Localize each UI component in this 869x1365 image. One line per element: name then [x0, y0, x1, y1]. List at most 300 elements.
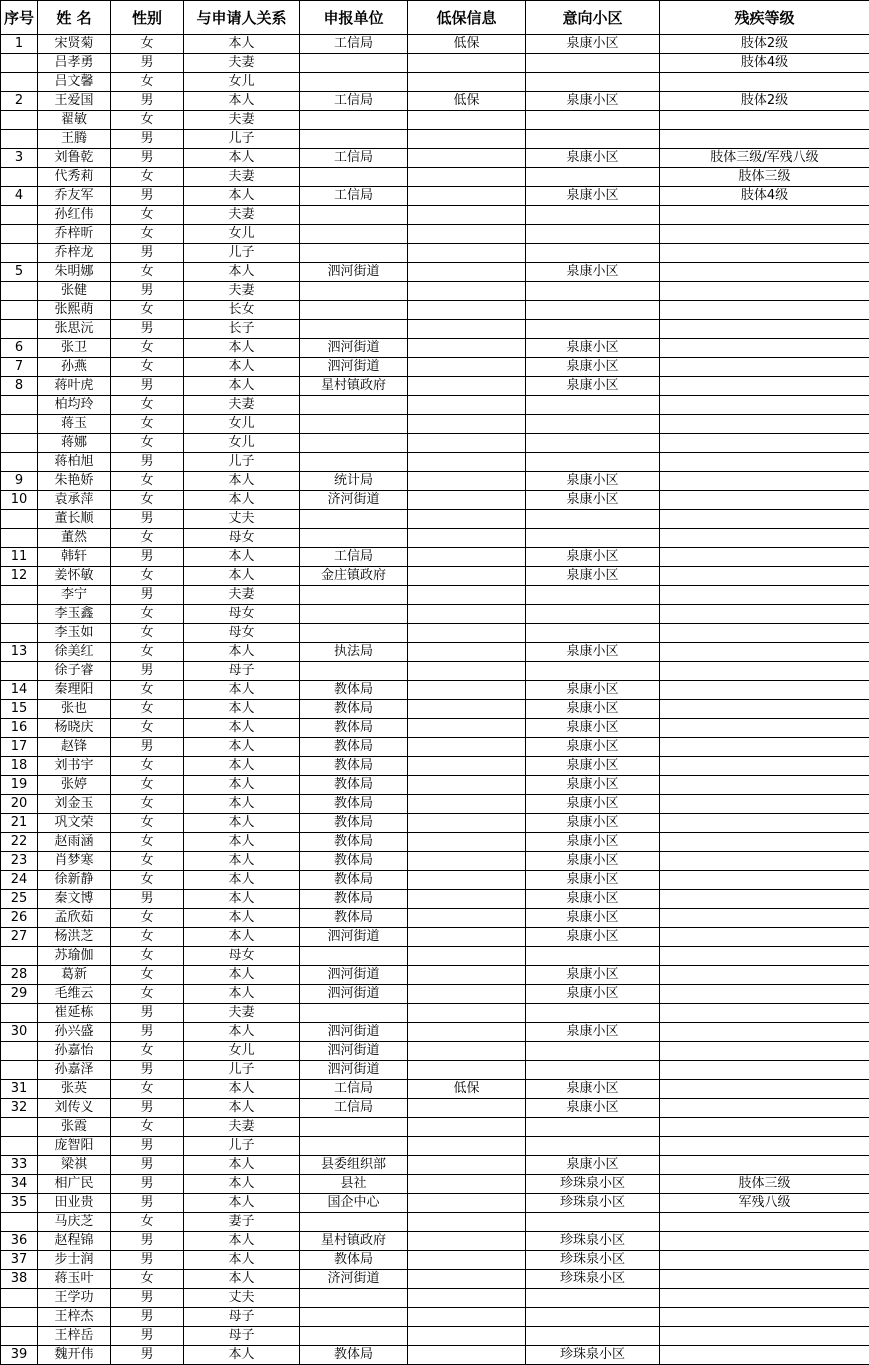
cell-unit: 教体局 [300, 909, 408, 928]
table-row [1, 890, 869, 909]
cell-unit: 星村镇政府 [300, 377, 408, 396]
cell-disability [660, 681, 869, 700]
cell-gender: 男 [111, 1308, 184, 1327]
table-row [1, 1137, 869, 1156]
cell-unit: 教体局 [300, 738, 408, 757]
cell-unit: 工信局 [300, 149, 408, 168]
cell-subsidy [408, 130, 526, 149]
cell-index: 4 [1, 187, 38, 206]
cell-gender: 男 [111, 1327, 184, 1346]
table-row [1, 1327, 869, 1346]
cell-name: 刘金玉 [38, 795, 111, 814]
cell-gender: 男 [111, 54, 184, 73]
cell-gender: 男 [111, 1251, 184, 1270]
cell-gender: 女 [111, 776, 184, 795]
cell-subsidy [408, 1251, 526, 1270]
cell-gender: 男 [111, 377, 184, 396]
table-row [1, 358, 869, 377]
cell-relation: 本人 [184, 358, 300, 377]
cell-disability [660, 320, 869, 339]
cell-community [526, 1213, 660, 1232]
cell-disability [660, 1118, 869, 1137]
cell-subsidy [408, 605, 526, 624]
cell-disability [660, 529, 869, 548]
cell-community: 泉康小区 [526, 548, 660, 567]
cell-relation: 本人 [184, 871, 300, 890]
table-row [1, 1080, 869, 1099]
cell-disability [660, 1346, 869, 1365]
cell-subsidy [408, 586, 526, 605]
cell-community: 珍珠泉小区 [526, 1194, 660, 1213]
cell-gender: 女 [111, 871, 184, 890]
cell-relation: 夫妻 [184, 396, 300, 415]
cell-gender: 男 [111, 1023, 184, 1042]
cell-name: 蒋玉叶 [38, 1270, 111, 1289]
cell-relation: 本人 [184, 1156, 300, 1175]
cell-name: 庞智阳 [38, 1137, 111, 1156]
table-row [1, 54, 869, 73]
cell-subsidy [408, 358, 526, 377]
cell-gender: 男 [111, 1156, 184, 1175]
cell-gender: 女 [111, 1270, 184, 1289]
cell-name: 王爱国 [38, 92, 111, 111]
table-row [1, 339, 869, 358]
cell-index [1, 1213, 38, 1232]
cell-index: 39 [1, 1346, 38, 1365]
cell-unit [300, 111, 408, 130]
header-disability: 残疾等级 [660, 1, 869, 35]
cell-disability [660, 909, 869, 928]
cell-relation: 夫妻 [184, 282, 300, 301]
cell-name: 赵程锦 [38, 1232, 111, 1251]
cell-index: 12 [1, 567, 38, 586]
cell-community [526, 1137, 660, 1156]
cell-community [526, 947, 660, 966]
cell-relation: 本人 [184, 1270, 300, 1289]
table-row [1, 852, 869, 871]
header-gender: 性别 [111, 1, 184, 35]
table-row [1, 681, 869, 700]
cell-disability: 肢体2级 [660, 35, 869, 54]
table-row [1, 1004, 869, 1023]
cell-disability [660, 225, 869, 244]
cell-index [1, 1061, 38, 1080]
cell-index: 9 [1, 472, 38, 491]
cell-name: 徐子睿 [38, 662, 111, 681]
cell-relation: 儿子 [184, 453, 300, 472]
cell-disability [660, 928, 869, 947]
cell-unit: 泗河街道 [300, 985, 408, 1004]
cell-name: 代秀莉 [38, 168, 111, 187]
cell-relation: 本人 [184, 1080, 300, 1099]
cell-subsidy [408, 1118, 526, 1137]
table-row [1, 1023, 869, 1042]
table-row [1, 738, 869, 757]
table-row [1, 491, 869, 510]
cell-subsidy [408, 1156, 526, 1175]
table-row [1, 434, 869, 453]
cell-relation: 夫妻 [184, 1004, 300, 1023]
cell-relation: 妻子 [184, 1213, 300, 1232]
cell-community: 珍珠泉小区 [526, 1251, 660, 1270]
table-row [1, 1289, 869, 1308]
cell-subsidy [408, 1346, 526, 1365]
cell-index [1, 1004, 38, 1023]
cell-gender: 女 [111, 1118, 184, 1137]
table-row [1, 1213, 869, 1232]
header-unit: 申报单位 [300, 1, 408, 35]
cell-community [526, 130, 660, 149]
cell-name: 李玉鑫 [38, 605, 111, 624]
cell-gender: 女 [111, 434, 184, 453]
cell-disability [660, 1251, 869, 1270]
cell-relation: 儿子 [184, 244, 300, 263]
cell-relation: 本人 [184, 548, 300, 567]
table-row [1, 1346, 869, 1365]
cell-subsidy [408, 643, 526, 662]
cell-name: 杨晓庆 [38, 719, 111, 738]
cell-gender: 女 [111, 985, 184, 1004]
cell-subsidy [408, 719, 526, 738]
cell-name: 蒋柏旭 [38, 453, 111, 472]
cell-name: 袁承萍 [38, 491, 111, 510]
cell-community [526, 605, 660, 624]
cell-subsidy [408, 909, 526, 928]
cell-community: 珍珠泉小区 [526, 1270, 660, 1289]
cell-subsidy: 低保 [408, 92, 526, 111]
table-row [1, 415, 869, 434]
cell-community [526, 662, 660, 681]
cell-index: 11 [1, 548, 38, 567]
cell-disability: 军残八级 [660, 1194, 869, 1213]
table-row [1, 320, 869, 339]
cell-gender: 女 [111, 206, 184, 225]
cell-unit: 统计局 [300, 472, 408, 491]
cell-gender: 男 [111, 1232, 184, 1251]
cell-name: 徐美红 [38, 643, 111, 662]
cell-gender: 女 [111, 529, 184, 548]
cell-community: 泉康小区 [526, 1080, 660, 1099]
cell-subsidy [408, 567, 526, 586]
cell-index [1, 206, 38, 225]
cell-disability [660, 1213, 869, 1232]
cell-community [526, 415, 660, 434]
cell-index: 22 [1, 833, 38, 852]
cell-name: 孙红伟 [38, 206, 111, 225]
cell-name: 孟欣茹 [38, 909, 111, 928]
cell-unit: 国企中心 [300, 1194, 408, 1213]
cell-disability: 肢体三级 [660, 168, 869, 187]
cell-relation: 女儿 [184, 1042, 300, 1061]
table-row [1, 757, 869, 776]
cell-community [526, 1042, 660, 1061]
cell-index [1, 586, 38, 605]
cell-index [1, 1118, 38, 1137]
cell-unit [300, 320, 408, 339]
cell-disability: 肢体三级 [660, 1175, 869, 1194]
cell-gender: 男 [111, 738, 184, 757]
cell-name: 张健 [38, 282, 111, 301]
cell-unit [300, 244, 408, 263]
cell-gender: 女 [111, 339, 184, 358]
cell-relation: 本人 [184, 187, 300, 206]
cell-unit: 泗河街道 [300, 1042, 408, 1061]
cell-index: 37 [1, 1251, 38, 1270]
cell-unit: 教体局 [300, 1346, 408, 1365]
cell-unit: 教体局 [300, 795, 408, 814]
cell-relation: 本人 [184, 35, 300, 54]
cell-relation: 本人 [184, 966, 300, 985]
cell-subsidy [408, 206, 526, 225]
cell-name: 姜怀敏 [38, 567, 111, 586]
cell-name: 孙嘉泽 [38, 1061, 111, 1080]
cell-gender: 女 [111, 757, 184, 776]
cell-index: 25 [1, 890, 38, 909]
cell-index: 32 [1, 1099, 38, 1118]
cell-disability [660, 358, 869, 377]
cell-subsidy [408, 1099, 526, 1118]
cell-community: 泉康小区 [526, 1099, 660, 1118]
cell-subsidy [408, 1137, 526, 1156]
cell-community: 泉康小区 [526, 700, 660, 719]
table-row [1, 1194, 869, 1213]
cell-gender: 女 [111, 966, 184, 985]
cell-disability [660, 510, 869, 529]
cell-unit: 泗河街道 [300, 339, 408, 358]
cell-gender: 男 [111, 92, 184, 111]
cell-community: 泉康小区 [526, 643, 660, 662]
cell-disability [660, 1004, 869, 1023]
cell-subsidy [408, 415, 526, 434]
cell-unit [300, 1289, 408, 1308]
cell-relation: 本人 [184, 377, 300, 396]
table-row [1, 833, 869, 852]
cell-unit [300, 1213, 408, 1232]
cell-relation: 本人 [184, 1175, 300, 1194]
cell-subsidy [408, 510, 526, 529]
cell-unit: 教体局 [300, 814, 408, 833]
cell-disability: 肢体4级 [660, 187, 869, 206]
cell-unit: 教体局 [300, 700, 408, 719]
cell-disability [660, 434, 869, 453]
cell-relation: 女儿 [184, 415, 300, 434]
cell-index [1, 529, 38, 548]
cell-index: 13 [1, 643, 38, 662]
cell-name: 张卫 [38, 339, 111, 358]
cell-index: 30 [1, 1023, 38, 1042]
cell-community: 泉康小区 [526, 871, 660, 890]
cell-gender: 女 [111, 415, 184, 434]
cell-gender: 女 [111, 491, 184, 510]
cell-index: 16 [1, 719, 38, 738]
table-row [1, 453, 869, 472]
cell-name: 秦文博 [38, 890, 111, 909]
cell-disability [660, 130, 869, 149]
cell-unit: 工信局 [300, 1099, 408, 1118]
cell-disability [660, 814, 869, 833]
table-row [1, 700, 869, 719]
cell-disability [660, 662, 869, 681]
cell-relation: 儿子 [184, 130, 300, 149]
cell-subsidy [408, 1042, 526, 1061]
table-row [1, 662, 869, 681]
cell-name: 孙兴盛 [38, 1023, 111, 1042]
cell-subsidy: 低保 [408, 1080, 526, 1099]
cell-index: 35 [1, 1194, 38, 1213]
cell-index [1, 244, 38, 263]
cell-name: 王腾 [38, 130, 111, 149]
cell-index [1, 1289, 38, 1308]
cell-name: 秦理阳 [38, 681, 111, 700]
cell-index: 27 [1, 928, 38, 947]
cell-relation: 母子 [184, 662, 300, 681]
cell-name: 田业贵 [38, 1194, 111, 1213]
header-relation: 与申请人关系 [184, 1, 300, 35]
cell-community [526, 54, 660, 73]
cell-gender: 女 [111, 852, 184, 871]
cell-name: 王梓杰 [38, 1308, 111, 1327]
cell-disability: 肢体4级 [660, 54, 869, 73]
cell-unit [300, 130, 408, 149]
cell-index [1, 282, 38, 301]
cell-unit [300, 73, 408, 92]
cell-subsidy [408, 301, 526, 320]
cell-relation: 本人 [184, 339, 300, 358]
cell-disability [660, 757, 869, 776]
cell-unit: 泗河街道 [300, 358, 408, 377]
cell-community: 泉康小区 [526, 833, 660, 852]
cell-unit: 泗河街道 [300, 263, 408, 282]
cell-gender: 女 [111, 681, 184, 700]
cell-relation: 母女 [184, 529, 300, 548]
cell-name: 刘鲁乾 [38, 149, 111, 168]
cell-disability [660, 700, 869, 719]
cell-name: 蒋娜 [38, 434, 111, 453]
cell-name: 乔梓昕 [38, 225, 111, 244]
cell-relation: 本人 [184, 263, 300, 282]
cell-index [1, 1327, 38, 1346]
cell-name: 王学功 [38, 1289, 111, 1308]
cell-index [1, 1308, 38, 1327]
cell-community: 泉康小区 [526, 928, 660, 947]
cell-relation: 本人 [184, 909, 300, 928]
cell-relation: 丈夫 [184, 510, 300, 529]
cell-name: 董长顺 [38, 510, 111, 529]
cell-relation: 母子 [184, 1327, 300, 1346]
cell-disability [660, 833, 869, 852]
cell-index: 33 [1, 1156, 38, 1175]
cell-community: 泉康小区 [526, 1023, 660, 1042]
cell-subsidy [408, 1061, 526, 1080]
cell-community [526, 244, 660, 263]
table-row [1, 244, 869, 263]
cell-unit: 工信局 [300, 1080, 408, 1099]
cell-unit [300, 947, 408, 966]
cell-disability [660, 1232, 869, 1251]
cell-subsidy [408, 472, 526, 491]
cell-relation: 本人 [184, 795, 300, 814]
cell-disability [660, 795, 869, 814]
cell-index: 21 [1, 814, 38, 833]
cell-index [1, 225, 38, 244]
cell-disability [660, 1156, 869, 1175]
cell-subsidy [408, 1327, 526, 1346]
cell-unit [300, 1308, 408, 1327]
cell-subsidy [408, 1023, 526, 1042]
cell-community [526, 282, 660, 301]
cell-relation: 本人 [184, 719, 300, 738]
table-row [1, 719, 869, 738]
cell-subsidy [408, 1004, 526, 1023]
cell-subsidy [408, 434, 526, 453]
cell-name: 赵雨涵 [38, 833, 111, 852]
cell-disability [660, 1327, 869, 1346]
cell-name: 张也 [38, 700, 111, 719]
cell-name: 孙嘉怡 [38, 1042, 111, 1061]
cell-name: 吕文馨 [38, 73, 111, 92]
cell-index: 7 [1, 358, 38, 377]
cell-community: 珍珠泉小区 [526, 1232, 660, 1251]
cell-disability [660, 453, 869, 472]
cell-subsidy [408, 662, 526, 681]
cell-gender: 女 [111, 168, 184, 187]
table-row [1, 187, 869, 206]
table-row [1, 1156, 869, 1175]
cell-name: 翟敏 [38, 111, 111, 130]
cell-disability [660, 719, 869, 738]
cell-gender: 男 [111, 244, 184, 263]
cell-relation: 本人 [184, 1251, 300, 1270]
cell-gender: 男 [111, 890, 184, 909]
cell-index: 14 [1, 681, 38, 700]
cell-relation: 本人 [184, 928, 300, 947]
cell-unit [300, 225, 408, 244]
cell-community: 泉康小区 [526, 985, 660, 1004]
cell-gender: 女 [111, 814, 184, 833]
table-row [1, 947, 869, 966]
cell-subsidy [408, 244, 526, 263]
cell-community [526, 1308, 660, 1327]
cell-unit: 教体局 [300, 1251, 408, 1270]
cell-subsidy [408, 548, 526, 567]
table-row [1, 966, 869, 985]
cell-name: 张婷 [38, 776, 111, 795]
cell-index [1, 168, 38, 187]
cell-name: 乔友军 [38, 187, 111, 206]
cell-relation: 本人 [184, 890, 300, 909]
cell-community: 泉康小区 [526, 909, 660, 928]
cell-gender: 女 [111, 1080, 184, 1099]
cell-unit: 教体局 [300, 719, 408, 738]
cell-subsidy [408, 681, 526, 700]
cell-disability [660, 985, 869, 1004]
cell-relation: 本人 [184, 738, 300, 757]
cell-relation: 长女 [184, 301, 300, 320]
cell-name: 蒋玉 [38, 415, 111, 434]
cell-unit: 教体局 [300, 757, 408, 776]
cell-subsidy [408, 1270, 526, 1289]
cell-community: 泉康小区 [526, 491, 660, 510]
cell-index: 24 [1, 871, 38, 890]
table-row [1, 510, 869, 529]
cell-gender: 女 [111, 1213, 184, 1232]
table-row [1, 35, 869, 54]
cell-community [526, 453, 660, 472]
cell-relation: 夫妻 [184, 54, 300, 73]
cell-name: 梁祺 [38, 1156, 111, 1175]
table-row [1, 111, 869, 130]
cell-name: 巩文荣 [38, 814, 111, 833]
